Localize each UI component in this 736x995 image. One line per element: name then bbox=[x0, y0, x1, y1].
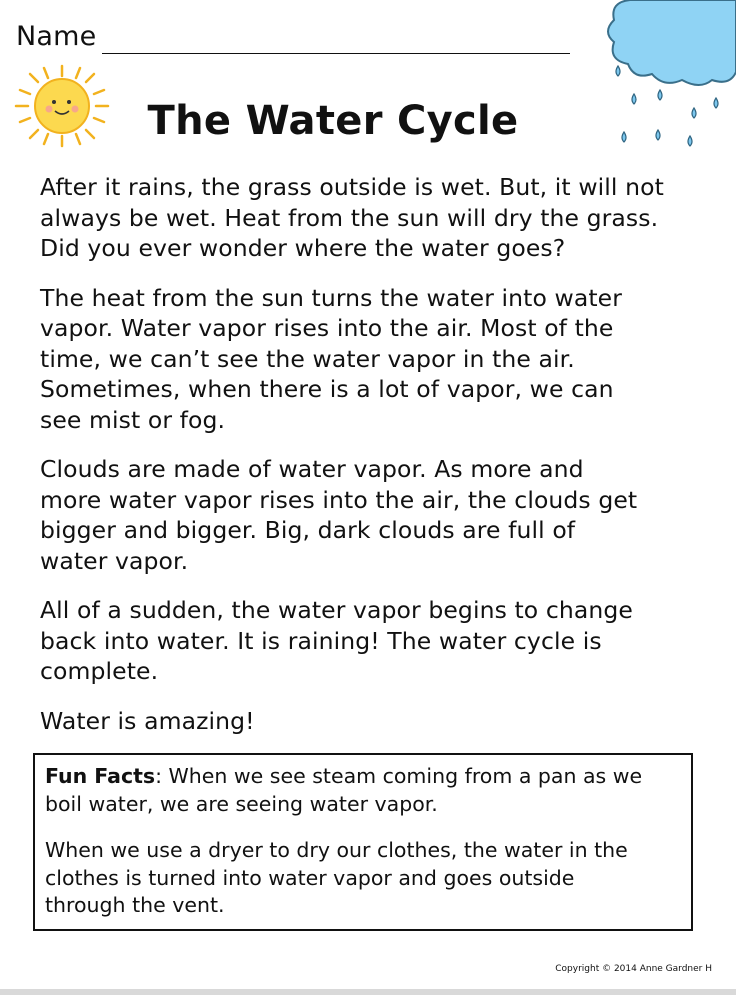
name-label: Name bbox=[16, 21, 97, 52]
paragraph: Water is amazing! bbox=[40, 706, 255, 735]
name-field bbox=[16, 20, 570, 54]
paragraph: Clouds are made of water vapor. As more and more water vapor rises into the air, the clouds get bigger and bigger. Big, dark clouds are full of water vapor. bbox=[40, 455, 638, 575]
fun-fact: When we use a dryer to dry our clothes, the water in the clothes is turned into water vapor and goes outside through the vent. bbox=[45, 838, 628, 917]
page-bottom-edge bbox=[0, 989, 736, 995]
paragraph: The heat from the sun turns the water into water vapor. Water vapor rises into the air. Most of the time, we can’t see the water vapor in the air. Sometimes, when there is a lot of vapor, we can see mist or fog. bbox=[40, 283, 622, 434]
name-blank-line[interactable] bbox=[102, 23, 570, 54]
reading-passage bbox=[40, 172, 700, 755]
paragraph: After it rains, the grass outside is wet. But, it will not always be wet. Heat from the sun will dry the grass. Did you ever wonder where the water goes? bbox=[40, 173, 664, 262]
paragraph: All of a sudden, the water vapor begins to change back into water. It is raining! The water cycle is complete. bbox=[40, 596, 633, 685]
fun-facts-box bbox=[33, 753, 693, 931]
fun-fact-text: : When we see steam coming from a pan as we boil water, we are seeing water vapor. bbox=[45, 764, 643, 816]
fun-fact bbox=[45, 763, 681, 818]
fun-facts-label: Fun Facts bbox=[45, 764, 156, 788]
copyright-notice: Copyright © 2014 Anne Gardner H bbox=[555, 964, 712, 974]
page-title: The Water Cycle bbox=[147, 98, 519, 144]
